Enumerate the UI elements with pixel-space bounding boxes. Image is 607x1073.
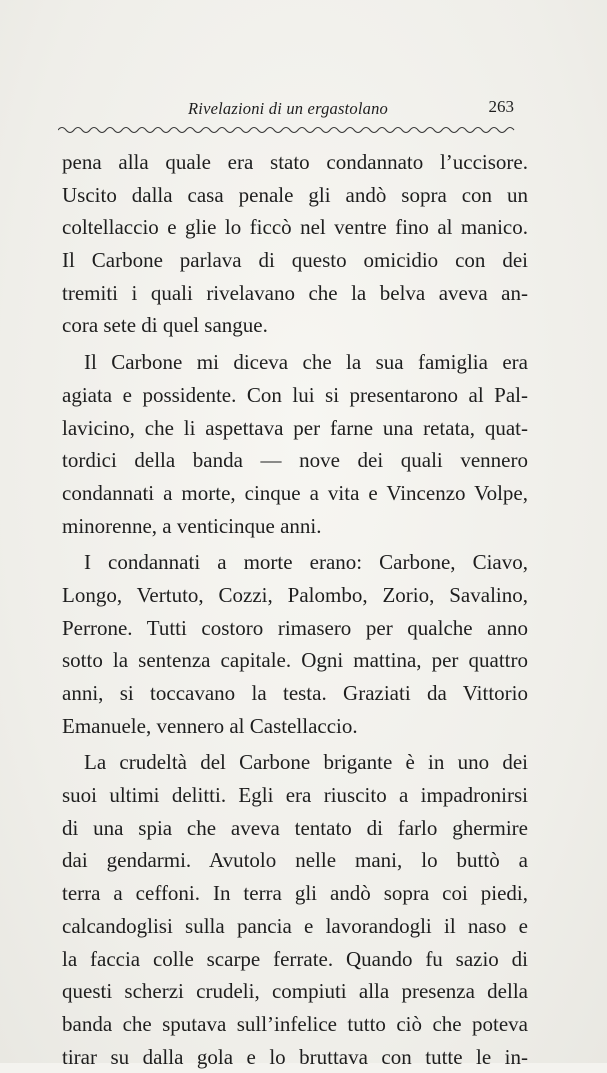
text-line: Uscito dalla casa penale gli andò sopra con un (62, 182, 528, 207)
text-line: terra a ceffoni. In terra gli andò sopra coi piedi, (62, 881, 528, 906)
text-line: I condannati a morte erano: Carbone, Ciavo, (84, 550, 528, 575)
paragraph (62, 146, 528, 342)
text-line: Emanuele, vennero al Castellaccio. (62, 713, 358, 738)
text-line: tordici della banda — nove dei quali vennero (62, 448, 528, 473)
text-line: suoi ultimi delitti. Egli era riuscito a impadronirsi (62, 783, 528, 808)
text-line: anni, si toccavano la testa. Graziati da Vittorio (62, 681, 528, 705)
text-line: questi scherzi crudeli, compiuti alla presenza della (62, 979, 528, 1004)
body-text (62, 146, 528, 1073)
text-line: Perrone. Tutti costoro rimasero per qualche anno (62, 615, 528, 640)
wavy-rule-ornament (58, 123, 518, 137)
text-line: La crudeltà del Carbone brigante è in uno dei (84, 750, 528, 775)
text-line: cora sete di quel sangue. (62, 313, 268, 338)
paragraph (62, 746, 528, 1073)
text-line: pena alla quale era stato condannato l’uccisore. (62, 150, 528, 174)
text-line: coltellaccio e glie lo ficcò nel ventre fino al manico. (62, 215, 528, 240)
text-line: agiata e possidente. Con lui si presentarono al Pal- (62, 382, 528, 407)
paragraph (62, 346, 528, 542)
text-line: calcandoglisi sulla pancia e lavorandogli il naso e (62, 913, 528, 938)
text-line: di una spia che aveva tentato di farlo ghermire (62, 815, 528, 840)
text-line: la faccia colle scarpe ferrate. Quando fu sazio di (62, 946, 528, 971)
text-line: Il Carbone mi diceva che la sua famiglia era (84, 350, 528, 375)
page-number: 263 (488, 97, 514, 116)
paragraph (62, 546, 528, 742)
text-line: condannati a morte, cinque a vita e Vincenzo Volpe, (62, 480, 528, 505)
running-head (60, 99, 516, 123)
text-line: Longo, Vertuto, Cozzi, Palombo, Zorio, Savalino, (62, 582, 528, 607)
running-title: Rivelazioni di un ergastolano (188, 99, 388, 118)
text-line: banda che sputava sull’infelice tutto ciò che poteva (62, 1011, 528, 1036)
text-line: dai gendarmi. Avutolo nelle mani, lo buttò a (62, 848, 528, 873)
text-line: tirar su dalla gola e lo bruttava con tutte le in- (62, 1044, 528, 1069)
text-line: tremiti i quali rivelavano che la belva aveva an- (62, 280, 528, 305)
text-line: minorenne, a venticinque anni. (62, 513, 322, 538)
text-line: Il Carbone parlava di questo omicidio con dei (62, 248, 528, 273)
text-line: sotto la sentenza capitale. Ogni mattina, per quattro (62, 648, 528, 673)
text-line: lavicino, che li aspettava per farne una retata, quat- (62, 415, 528, 440)
